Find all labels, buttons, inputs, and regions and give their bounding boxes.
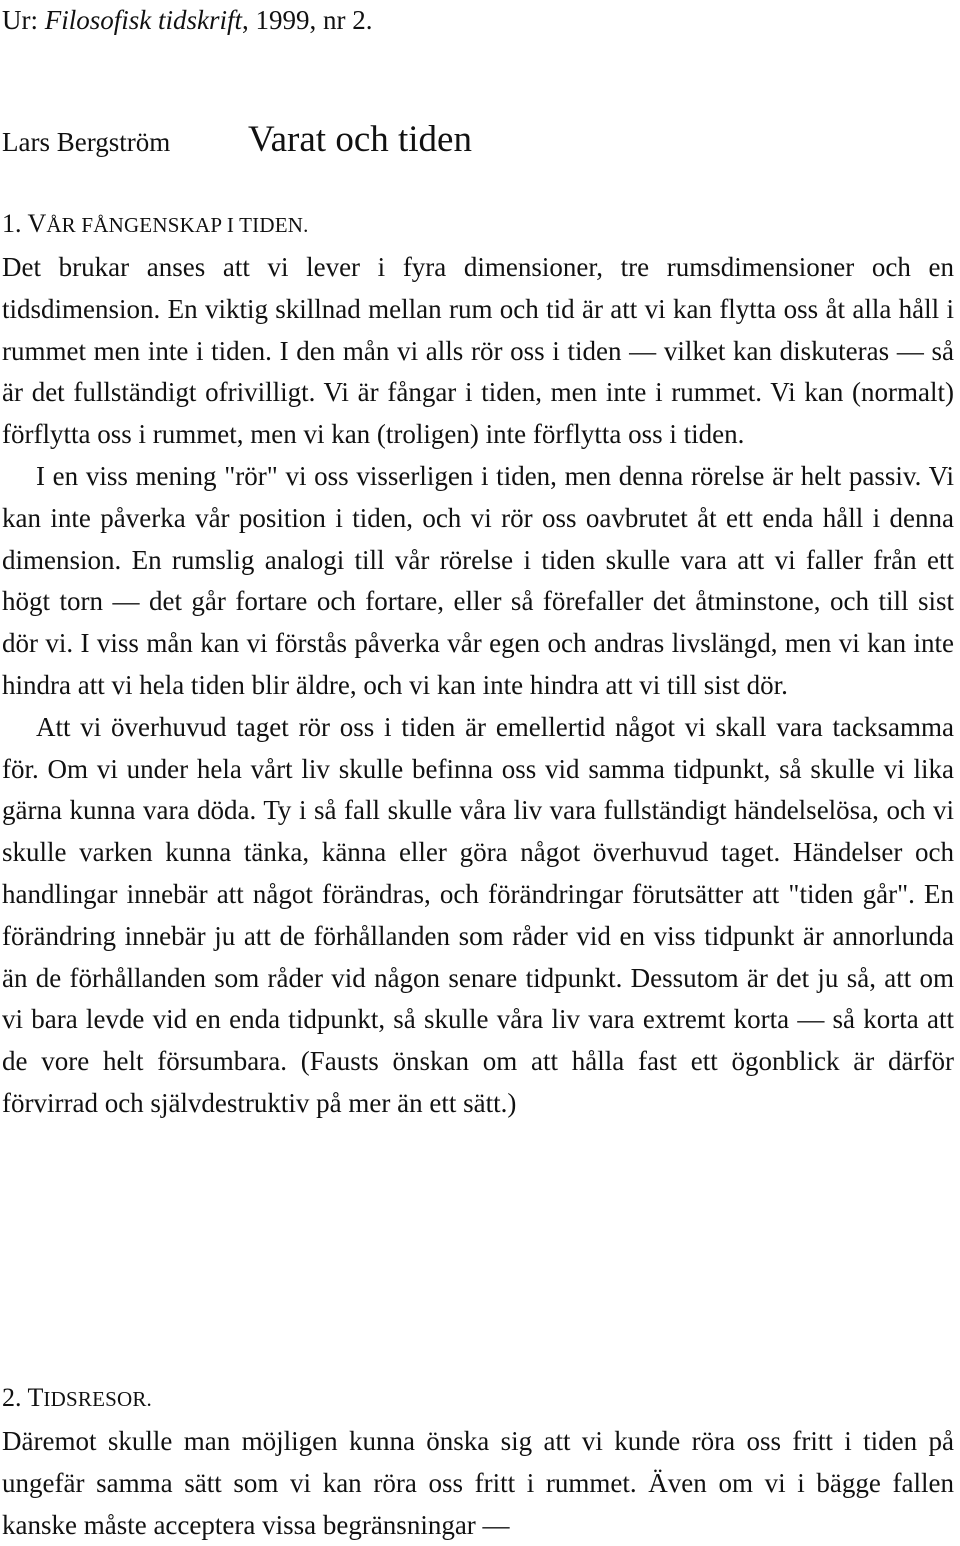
section-heading-2 <box>2 1380 152 1417</box>
paragraph: Det brukar anses att vi lever i fyra dimensioner, tre rumsdimensioner och en tidsdimension. En viktig skillnad mellan rum och tid är att vi kan flytta oss åt alla håll i rummet men inte i tiden. I den mån vi alls rör oss i tiden — vilket kan diskuteras — så är det fullständigt ofrivilligt. Vi är fångar i tiden, men inte i rummet. Vi kan (normalt) förflytta oss i rummet, men vi kan (troligen) inte förflytta oss i tiden. <box>2 252 954 450</box>
section-heading-text: ÅR FÅNGENSKAP I TIDEN. <box>46 213 309 237</box>
source-prefix: Ur: <box>2 5 45 35</box>
paragraph: Däremot skulle man möjligen kunna önska sig att vi kunde röra oss fritt i tiden på ungefär samma sätt som vi kan röra oss fritt i rummet. Även om vi i bägge fallen kanske måste acceptera vissa begränsningar — <box>2 1426 954 1540</box>
journal-name: Filosofisk tidskrift <box>44 5 243 35</box>
section-body-1 <box>2 247 954 1125</box>
source-issue: , 1999, nr 2. <box>242 5 373 35</box>
section-body-2 <box>2 1421 954 1546</box>
paragraph: Att vi överhuvud taget rör oss i tiden är emellertid något vi skall vara tacksamma för. Om vi under hela vårt liv skulle befinna oss vid samma tidpunkt, så skulle vi lika gärna kunna vara döda. Ty i så fall skulle våra liv vara fullständigt händelselösa, och vi skulle varken kunna tänka, känna eller göra något överhuvud taget. Händelser och handlingar innebär att något förändras, och förändringar förutsätter att "tiden går". En förändring innebär ju att de förhållanden som råder vid en viss tidpunkt är annorlunda än de förhållanden som råder vid någon senare tidpunkt. Dessutom är det ju så, att om vi bara levde vid en enda tidpunkt, så skulle våra liv vara extremt korta — så korta att de vore helt försumbara. (Fausts önskan om att hålla fast ett ögonblick är därför förvirrad och självdestruktiv på mer än ett sätt.) <box>2 711 954 1118</box>
section-number: 1. V <box>2 209 47 238</box>
article-title: Varat och tiden <box>248 119 472 160</box>
paragraph: I en viss mening "rör" vi oss visserligen i tiden, men denna rörelse är helt passiv. Vi kan inte påverka vår position i tiden, och vi rör oss oavbrutet åt ett enda håll i denna dimension. En rumslig analogi till vår rörelse i tiden skulle vara att vi faller från ett högt torn — det går fortare och fortare, eller så förefaller det åtminstone, och till sist dör vi. I viss mån kan vi förstås påverka vår egen och andras livslängd, men vi kan inte hindra att vi hela tiden blir äldre, och vi kan inte hindra att vi till sist dör. <box>2 460 954 700</box>
section-number: 2. T <box>2 1383 44 1412</box>
byline <box>2 118 472 161</box>
source-citation <box>2 2 373 38</box>
section-heading-text: IDSRESOR. <box>43 1387 152 1411</box>
section-heading-1 <box>2 206 309 243</box>
author-name: Lars Bergström <box>2 127 171 157</box>
